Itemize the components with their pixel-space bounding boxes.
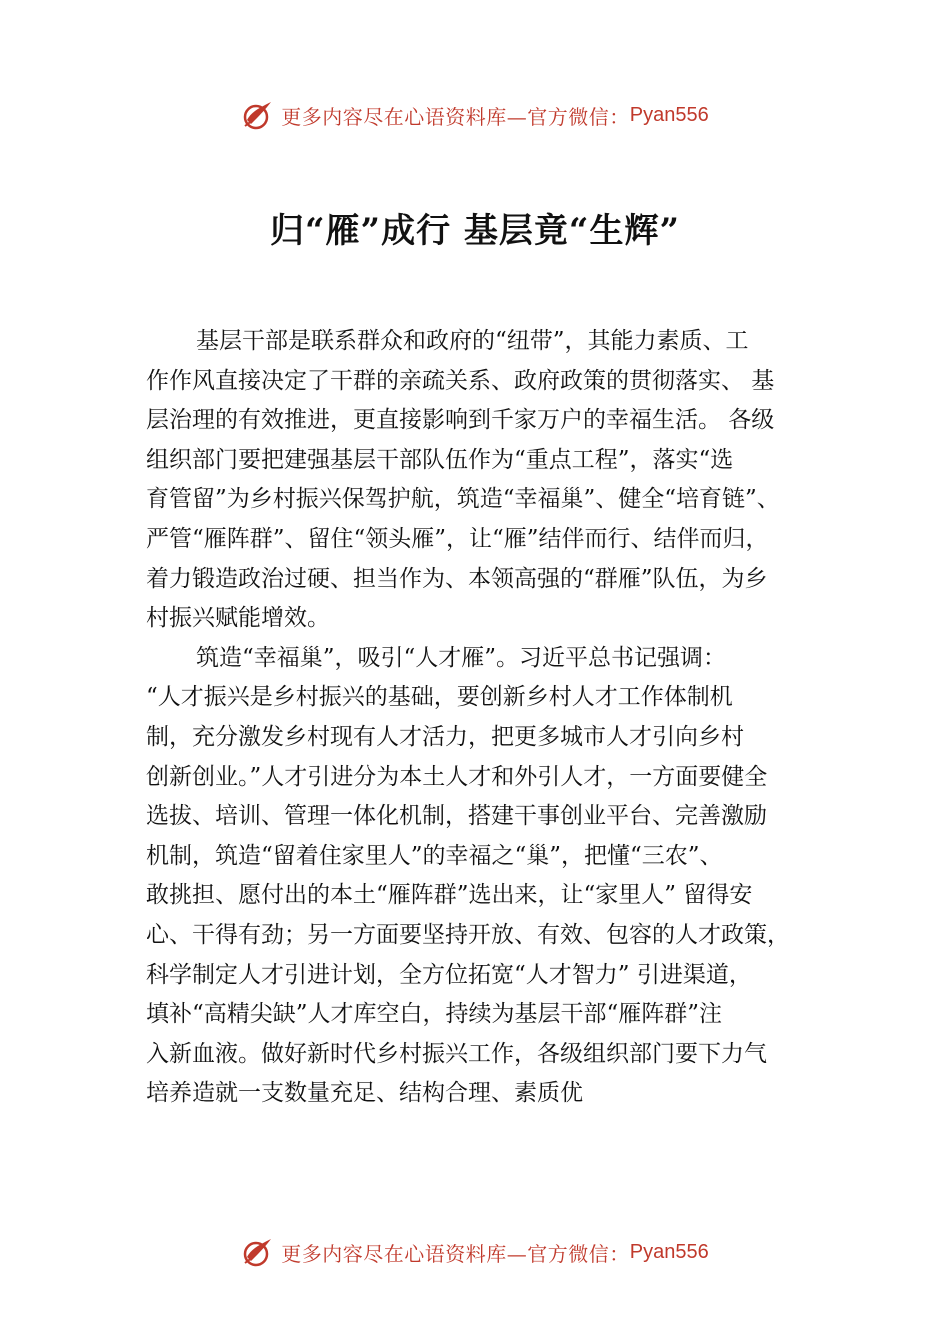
- article-body: [146, 322, 836, 1114]
- watermark-wechat-id: Pyan556: [629, 103, 709, 126]
- paragraph-line: 基层干部是联系群众和政府的“纽带”，其能力素质、工: [196, 328, 749, 354]
- pen-logo-icon: [241, 98, 275, 132]
- paragraph-line: 层治理的有效推进，更直接影响到千家万户的幸福生活。 各级: [146, 407, 775, 434]
- paragraph-line: 心、干得有劲；另一方面要坚持开放、有效、包容的人才政策，: [146, 921, 790, 948]
- paragraph-line: 科学制定人才引进计划，全方位拓宽“人才智力” 引进渠道，: [146, 961, 752, 988]
- watermark-text: 更多内容尽在心语资料库—官方微信：: [281, 1241, 630, 1266]
- paragraph-line: 筑造“幸福巢”，吸引“人才雁”。习近平总书记强调：: [196, 644, 727, 671]
- watermark-wechat-id: Pyan556: [629, 1240, 709, 1263]
- header-watermark: [0, 95, 950, 135]
- paragraph-line: 培养造就一支数量充足、结构合理、素质优: [146, 1080, 583, 1107]
- paragraph-line: 着力锻造政治过硬、担当作为、本领高强的“群雁”队伍，为乡: [146, 565, 768, 592]
- paragraph-line: 村振兴赋能增效。: [146, 605, 330, 632]
- paragraph-line: 作作风直接决定了干群的亲疏关系、政府政策的贯彻落实、 基: [146, 367, 775, 394]
- paragraph-line: 填补“高精尖缺”人才库空白，持续为基层干部“雁阵群”注: [146, 1001, 723, 1028]
- paragraph-line: 严管“雁阵群”、留住“领头雁”，让“雁”结伴而行、结伴而归，: [146, 525, 769, 552]
- paragraph-line: 机制，筑造“留着住家里人”的幸福之“巢”，把懂“三农”、: [146, 842, 723, 869]
- paragraph-line: 入新血液。做好新时代乡村振兴工作，各级组织部门要下力气: [146, 1040, 767, 1067]
- paragraph-line: 组织部门要把建强基层干部队伍作为“重点工程”，落实“选: [146, 446, 734, 473]
- footer-watermark: [0, 1232, 950, 1272]
- paragraph-line: 选拔、培训、管理一体化机制，搭建干事创业平台、完善激励: [146, 803, 767, 830]
- paragraph-line: 敢挑担、愿付出的本土“雁阵群”选出来，让“家里人” 留得安: [146, 882, 753, 909]
- paragraph-line: 创新创业。”人才引进分为本土人才和外引人才，一方面要健全: [146, 763, 768, 790]
- paragraph-line: “人才振兴是乡村振兴的基础，要创新乡村人才工作体制机: [146, 684, 733, 711]
- document-title: 归“雁”成行 基层竟“生辉”: [269, 211, 681, 251]
- paragraph-line: 制，充分激发乡村现有人才活力，把更多城市人才引向乡村: [146, 723, 744, 750]
- paragraph-line: 育管留”为乡村振兴保驾护航，筑造“幸福巢”、健全“培育链”、: [146, 486, 780, 513]
- watermark-text: 更多内容尽在心语资料库—官方微信：: [281, 104, 630, 129]
- pen-logo-icon: [241, 1235, 275, 1269]
